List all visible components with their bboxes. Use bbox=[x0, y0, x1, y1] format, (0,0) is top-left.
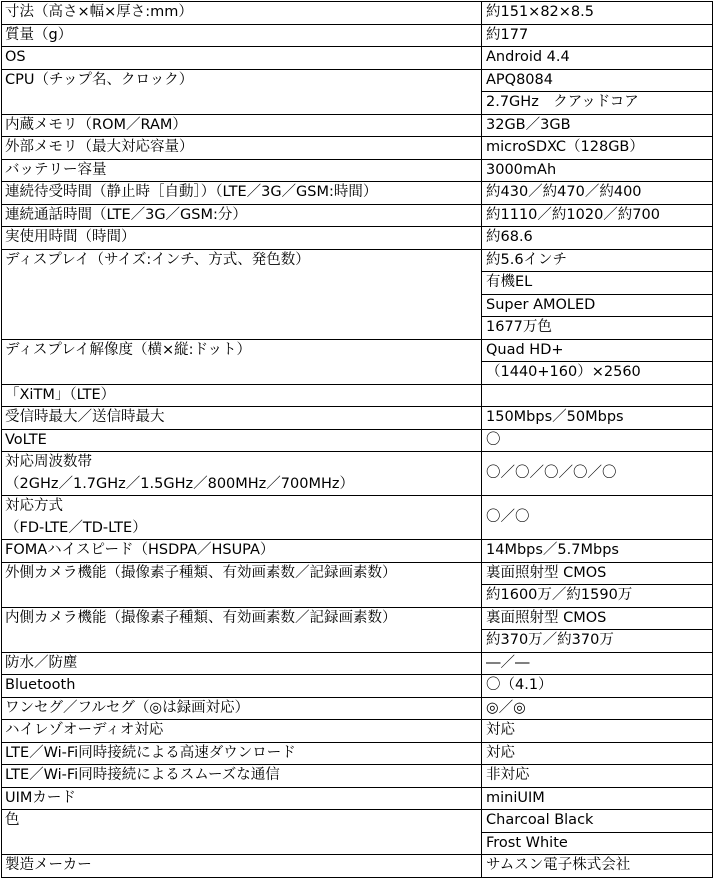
row-talk-time bbox=[2, 204, 713, 227]
row-bluetooth bbox=[2, 675, 713, 698]
spec-label-empty bbox=[2, 585, 482, 608]
spec-label: LTE／Wi-Fi同時接続によるスムーズな通信 bbox=[2, 765, 482, 788]
spec-value: 裏面照射型 CMOS bbox=[482, 607, 713, 630]
spec-value: 約68.6 bbox=[482, 227, 713, 250]
spec-value: 〇（4.1） bbox=[482, 675, 713, 698]
row-foma bbox=[2, 540, 713, 563]
spec-label-empty bbox=[2, 317, 482, 340]
spec-value: サムスン電子株式会社 bbox=[482, 855, 713, 878]
spec-label: Bluetooth bbox=[2, 675, 482, 698]
spec-label-empty bbox=[2, 630, 482, 653]
spec-label-empty bbox=[2, 832, 482, 855]
row-xi-header bbox=[2, 384, 713, 407]
row-display-cont bbox=[2, 317, 713, 340]
row-display bbox=[2, 249, 713, 272]
spec-label: UIMカード bbox=[2, 787, 482, 810]
row-display-cont bbox=[2, 294, 713, 317]
row-hires bbox=[2, 720, 713, 743]
spec-value: 約5.6インチ bbox=[482, 249, 713, 272]
row-weight bbox=[2, 24, 713, 47]
row-battery bbox=[2, 159, 713, 182]
row-volte bbox=[2, 429, 713, 452]
spec-value: 約370万／約370万 bbox=[482, 630, 713, 653]
spec-label: （FD-LTE／TD-LTE） bbox=[2, 518, 482, 540]
spec-label: ワンセグ／フルセグ（◎は録画対応） bbox=[2, 697, 482, 720]
spec-value: 約1600万／約1590万 bbox=[482, 585, 713, 608]
spec-value: 2.7GHz クアッドコア bbox=[482, 92, 713, 115]
row-color-cont bbox=[2, 832, 713, 855]
row-external-memory bbox=[2, 137, 713, 160]
spec-label: 製造メーカー bbox=[2, 855, 482, 878]
spec-value: 有機EL bbox=[482, 272, 713, 295]
spec-label: （2GHz／1.7GHz／1.5GHz／800MHz／700MHz） bbox=[2, 474, 482, 496]
spec-label: VoLTE bbox=[2, 429, 482, 452]
row-front-camera-cont bbox=[2, 630, 713, 653]
spec-label: 色 bbox=[2, 810, 482, 833]
row-os bbox=[2, 47, 713, 70]
row-lte-wifi-smooth bbox=[2, 765, 713, 788]
spec-value: 対応 bbox=[482, 742, 713, 765]
spec-label-empty bbox=[2, 294, 482, 317]
spec-label: 外側カメラ機能（撮像素子種類、有効画素数／記録画素数） bbox=[2, 562, 482, 585]
row-standby bbox=[2, 182, 713, 205]
spec-label-empty bbox=[2, 362, 482, 385]
row-xi-speed bbox=[2, 407, 713, 430]
spec-label: 実使用時間（時間） bbox=[2, 227, 482, 250]
row-color bbox=[2, 810, 713, 833]
spec-label: FOMAハイスピード（HSDPA／HSUPA） bbox=[2, 540, 482, 563]
spec-value: 150Mbps／50Mbps bbox=[482, 407, 713, 430]
spec-value: APQ8084 bbox=[482, 69, 713, 92]
spec-value: ◎／◎ bbox=[482, 697, 713, 720]
row-rear-camera-cont bbox=[2, 585, 713, 608]
spec-label: 連続通話時間（LTE／3G／GSM:分） bbox=[2, 204, 482, 227]
spec-label: ハイレゾオーディオ対応 bbox=[2, 720, 482, 743]
spec-value: 対応 bbox=[482, 720, 713, 743]
spec-label: CPU（チップ名、クロック） bbox=[2, 69, 482, 92]
spec-value bbox=[482, 384, 713, 407]
spec-value: 約1110／約1020／約700 bbox=[482, 204, 713, 227]
spec-label: 外部メモリ（最大対応容量） bbox=[2, 137, 482, 160]
spec-label: LTE／Wi-Fi同時接続による高速ダウンロード bbox=[2, 742, 482, 765]
spec-label: 対応周波数帯 bbox=[2, 452, 482, 474]
row-actual-use bbox=[2, 227, 713, 250]
row-uim bbox=[2, 787, 713, 810]
spec-table bbox=[1, 1, 713, 878]
spec-value: 約430／約470／約400 bbox=[482, 182, 713, 205]
spec-label: 寸法（高さ×幅×厚さ:mm） bbox=[2, 2, 482, 25]
spec-label: ディスプレイ（サイズ:インチ、方式、発色数） bbox=[2, 249, 482, 272]
row-cpu-cont bbox=[2, 92, 713, 115]
spec-value: 約177 bbox=[482, 24, 713, 47]
spec-value: （1440+160）×2560 bbox=[482, 362, 713, 385]
row-method bbox=[2, 496, 713, 518]
spec-value: 約151×82×8.5 bbox=[482, 2, 713, 25]
spec-label: 防水／防塵 bbox=[2, 652, 482, 675]
spec-label: バッテリー容量 bbox=[2, 159, 482, 182]
row-cpu bbox=[2, 69, 713, 92]
row-maker bbox=[2, 855, 713, 878]
spec-value: 裏面照射型 CMOS bbox=[482, 562, 713, 585]
spec-label: 「XiTM」（LTE） bbox=[2, 384, 482, 407]
spec-value: 非対応 bbox=[482, 765, 713, 788]
spec-label-empty bbox=[2, 92, 482, 115]
row-oneseg bbox=[2, 697, 713, 720]
row-frequency bbox=[2, 452, 713, 474]
row-rear-camera bbox=[2, 562, 713, 585]
row-front-camera bbox=[2, 607, 713, 630]
row-display-cont bbox=[2, 272, 713, 295]
spec-label: ディスプレイ解像度（横×縦:ドット） bbox=[2, 339, 482, 362]
spec-value: ―／― bbox=[482, 652, 713, 675]
row-waterproof bbox=[2, 652, 713, 675]
spec-label: 受信時最大／送信時最大 bbox=[2, 407, 482, 430]
spec-value: Android 4.4 bbox=[482, 47, 713, 70]
spec-label: 連続待受時間（静止時［自動］）（LTE／3G／GSM:時間） bbox=[2, 182, 482, 205]
spec-value: miniUIM bbox=[482, 787, 713, 810]
spec-label: 内側カメラ機能（撮像素子種類、有効画素数／記録画素数） bbox=[2, 607, 482, 630]
spec-value: Charcoal Black bbox=[482, 810, 713, 833]
row-resolution-cont bbox=[2, 362, 713, 385]
spec-label: 内蔵メモリ（ROM／RAM） bbox=[2, 114, 482, 137]
row-dimensions bbox=[2, 2, 713, 25]
spec-value: 14Mbps／5.7Mbps bbox=[482, 540, 713, 563]
spec-label: 対応方式 bbox=[2, 496, 482, 518]
row-resolution bbox=[2, 339, 713, 362]
spec-value: 〇／〇 bbox=[482, 496, 713, 540]
spec-label: OS bbox=[2, 47, 482, 70]
spec-value: 〇／〇／〇／〇／〇 bbox=[482, 452, 713, 496]
spec-value: 32GB／3GB bbox=[482, 114, 713, 137]
spec-value: 〇 bbox=[482, 429, 713, 452]
spec-value: Frost White bbox=[482, 832, 713, 855]
spec-value: 1677万色 bbox=[482, 317, 713, 340]
spec-label-empty bbox=[2, 272, 482, 295]
row-internal-memory bbox=[2, 114, 713, 137]
spec-value: Super AMOLED bbox=[482, 294, 713, 317]
row-lte-wifi-dl bbox=[2, 742, 713, 765]
spec-label: 質量（g） bbox=[2, 24, 482, 47]
spec-value: Quad HD+ bbox=[482, 339, 713, 362]
spec-value: 3000mAh bbox=[482, 159, 713, 182]
spec-value: microSDXC（128GB） bbox=[482, 137, 713, 160]
